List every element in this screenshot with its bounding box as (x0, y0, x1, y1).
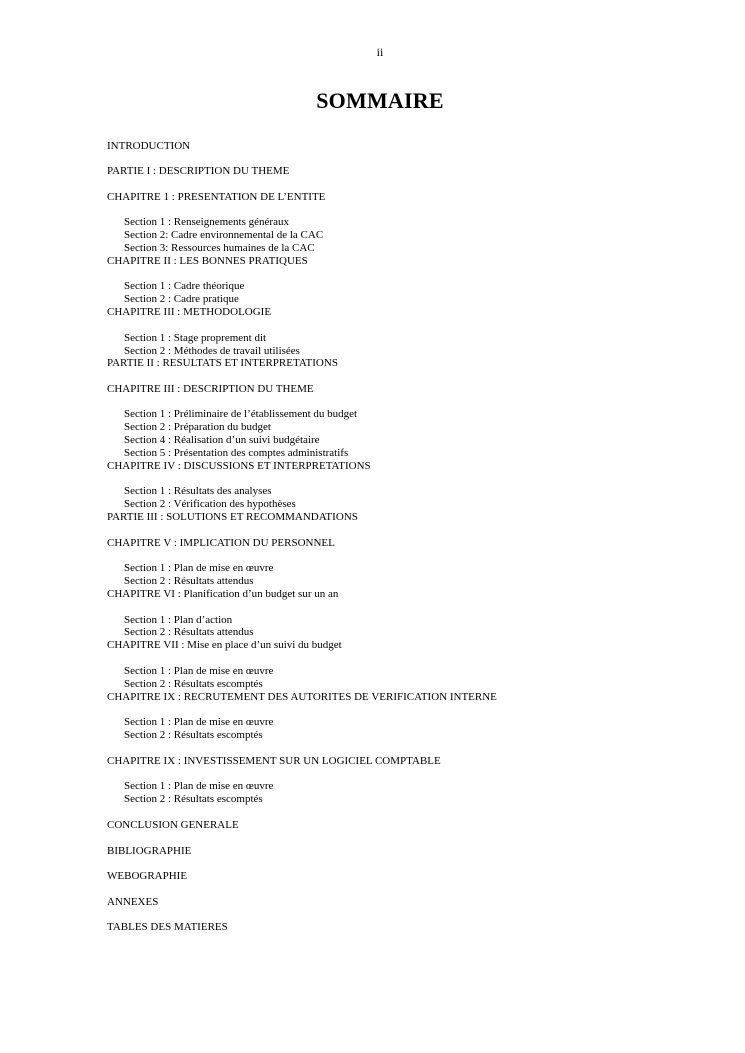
toc-section: Section 1 : Résultats des analyses (124, 485, 272, 497)
toc-section: Section 1 : Cadre théorique (124, 280, 245, 292)
toc-section: Section 2 : Cadre pratique (124, 293, 239, 305)
toc-entry-webographie: WEBOGRAPHIE (107, 870, 188, 882)
toc-entry-chapitre-3b: CHAPITRE III : DESCRIPTION DU THEME (107, 383, 314, 395)
toc-entry-chapitre-4: CHAPITRE IV : DISCUSSIONS ET INTERPRETATIONS (107, 460, 371, 472)
toc-entry-conclusion: CONCLUSION GENERALE (107, 819, 239, 831)
page-title: SOMMAIRE (316, 88, 444, 113)
toc-section: Section 1 : Stage proprement dit (124, 332, 267, 344)
toc-entry-bibliographie: BIBLIOGRAPHIE (107, 845, 192, 857)
toc-entry-partie-3: PARTIE III : SOLUTIONS ET RECOMMANDATIONS (107, 511, 358, 523)
toc-entry-tables: TABLES DES MATIERES (107, 921, 228, 933)
toc-section: Section 2 : Résultats escomptés (124, 729, 263, 741)
toc-section: Section 1 : Plan de mise en œuvre (124, 665, 274, 677)
toc-section: Section 2 : Méthodes de travail utilisées (124, 345, 300, 357)
toc-section: Section 1 : Plan de mise en œuvre (124, 562, 274, 574)
toc-section: Section 1 : Plan de mise en œuvre (124, 716, 274, 728)
toc-section: Section 4 : Réalisation d’un suivi budgétaire (124, 434, 320, 446)
toc-entry-chapitre-7: CHAPITRE VII : Mise en place d’un suivi du budget (107, 639, 342, 651)
toc-entry-chapitre-6: CHAPITRE VI : Planification d’un budget sur un an (107, 588, 339, 600)
toc-entry-chapitre-9a: CHAPITRE IX : RECRUTEMENT DES AUTORITES DE VERIFICATION INTERNE (107, 691, 497, 703)
toc-section: Section 1 : Renseignements généraux (124, 216, 289, 228)
toc-section: Section 2 : Résultats attendus (124, 575, 254, 587)
toc-section: Section 1 : Plan de mise en œuvre (124, 780, 274, 792)
toc-entry-partie-2: PARTIE II : RESULTATS ET INTERPRETATIONS (107, 357, 338, 369)
toc-entry-introduction: INTRODUCTION (107, 140, 191, 152)
toc-entry-chapitre-9b: CHAPITRE IX : INVESTISSEMENT SUR UN LOGICIEL COMPTABLE (107, 755, 441, 767)
toc-section: Section 2 : Résultats attendus (124, 626, 254, 638)
toc-section: Section 2: Cadre environnemental de la CAC (124, 229, 324, 241)
toc-entry-chapitre-1: CHAPITRE 1 : PRESENTATION DE L’ENTITE (107, 191, 326, 203)
toc-section: Section 2 : Vérification des hypothèses (124, 498, 296, 510)
toc-section: Section 3: Ressources humaines de la CAC (124, 242, 315, 254)
toc-entry-chapitre-3: CHAPITRE III : METHODOLOGIE (107, 306, 272, 318)
toc-entry-annexes: ANNEXES (107, 896, 159, 908)
toc-entry-partie-1: PARTIE I : DESCRIPTION DU THEME (107, 165, 290, 177)
toc-section: Section 1 : Préliminaire de l’établissement du budget (124, 408, 358, 420)
toc-section: Section 2 : Résultats escomptés (124, 678, 263, 690)
toc-section: Section 2 : Résultats escomptés (124, 793, 263, 805)
page-number: ii (376, 45, 384, 59)
toc-section: Section 2 : Préparation du budget (124, 421, 271, 433)
toc-section: Section 1 : Plan d’action (124, 614, 233, 626)
toc-entry-chapitre-5: CHAPITRE V : IMPLICATION DU PERSONNEL (107, 537, 335, 549)
toc-section: Section 5 : Présentation des comptes administratifs (124, 447, 349, 459)
toc-entry-chapitre-2: CHAPITRE II : LES BONNES PRATIQUES (107, 255, 308, 267)
